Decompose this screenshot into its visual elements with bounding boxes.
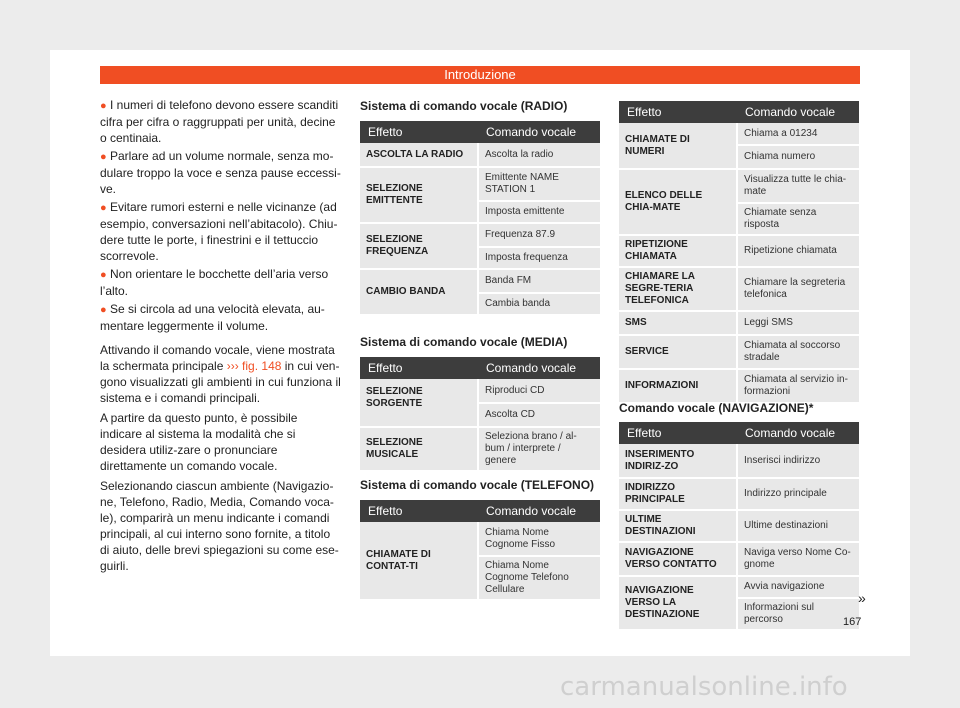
table-row: CAMBIO BANDA Banda FM xyxy=(360,269,600,293)
table-row: SELEZIONE FREQUENZA Frequenza 87.9 xyxy=(360,223,600,247)
bullet-item: ● Non orientare le bocchette dell’aria verso l’alto. xyxy=(100,267,329,298)
table-row: Imposta emittente xyxy=(360,201,600,223)
table-row: CHIAMATE DI CONTAT-TI Chiama Nome Cognome Fisso xyxy=(360,522,600,556)
table-row: Chiama numero xyxy=(619,145,859,169)
table-row: NAVIGAZIONE VERSO LA DESTINAZIONE Avvia navigazione xyxy=(619,576,859,598)
col-header-comando: Comando vocale xyxy=(737,422,859,444)
table-row: SMS Leggi SMS xyxy=(619,311,859,335)
col-header-effetto: Effetto xyxy=(360,121,478,143)
radio-title: Sistema di comando vocale (RADIO) xyxy=(360,99,568,113)
table-row: INSERIMENTO INDIRIZ-ZO Inserisci indirizzo xyxy=(619,444,859,478)
nav-table xyxy=(619,422,862,631)
table-row: CHIAMARE LA SEGRE-TERIA TELEFONICA Chiamare la segreteria telefonica xyxy=(619,267,859,311)
continue-arrow-icon: » xyxy=(858,590,866,606)
paragraph: Attivando il comando vocale, viene mostrata la schermata principale ››› fig. 148 in cui ven-gono visualizzati gli ambienti in cui funziona il sistema e i comandi principali. xyxy=(100,343,341,405)
table-row: Ascolta CD xyxy=(360,403,600,427)
telefono-title: Sistema di comando vocale (TELEFONO) xyxy=(360,478,595,492)
table-row: CHIAMATE DI NUMERI Chiama a 01234 xyxy=(619,123,859,145)
table-row: Imposta frequenza xyxy=(360,247,600,269)
telefono-table xyxy=(360,500,600,601)
col-header-comando: Comando vocale xyxy=(478,500,600,522)
table-row: ULTIME DESTINAZIONI Ultime destinazioni xyxy=(619,510,859,542)
col-header-comando: Comando vocale xyxy=(478,357,600,379)
table-row: Chiama Nome Cognome Telefono Cellulare xyxy=(360,556,600,600)
bullet-dot-icon: ● xyxy=(100,202,107,214)
figure-link[interactable]: ››› fig. 148 xyxy=(226,359,282,373)
table-row: Informazioni sul percorso xyxy=(619,598,859,630)
table-row: SELEZIONE SORGENTE Riproduci CD xyxy=(360,379,600,403)
bullet-item: ● Parlare ad un volume normale, senza mo-dulare troppo la voce e senza pause eccessi-ve. xyxy=(100,149,341,196)
radio-table xyxy=(360,121,600,316)
page-number: 167 xyxy=(843,616,862,628)
table-row: SELEZIONE EMITTENTE Emittente NAME STATION 1 xyxy=(360,167,600,201)
table-row: Chiamate senza risposta xyxy=(619,203,859,235)
paragraph: Selezionando ciascun ambiente (Navigazio-ne, Telefono, Radio, Media, Comando voca-le), comparirà un menu indicante i comandi principali, al cui interno sono fornite, a titolo di aiuto, delle brevi spiegazioni su come ese-guirli. xyxy=(100,479,339,573)
bullet-item: ● Se si circola ad una velocità elevata, au-mentare leggermente il volume. xyxy=(100,302,325,333)
table-row: INDIRIZZO PRINCIPALE Indirizzo principale xyxy=(619,478,859,510)
telefono-table-continued xyxy=(619,101,859,404)
table-row: ASCOLTA LA RADIO Ascolta la radio xyxy=(360,143,600,167)
col-header-comando: Comando vocale xyxy=(737,101,859,123)
page-header: Introduzione xyxy=(100,66,860,84)
table-row: SERVICE Chiamata al soccorso stradale xyxy=(619,335,859,369)
bullet-item: ● Evitare rumori esterni e nelle vicinanze (ad esempio, conversazioni nell’abitacolo). Chiu-dere tutte le porte, i finestrini e il tettuccio scorrevole. xyxy=(100,200,338,263)
bullet-dot-icon: ● xyxy=(100,269,107,281)
col-header-effetto: Effetto xyxy=(360,500,478,522)
col-header-effetto: Effetto xyxy=(360,357,478,379)
table-row: ELENCO DELLE CHIA-MATE Visualizza tutte le chia-mate xyxy=(619,169,859,203)
col-header-comando: Comando vocale xyxy=(478,121,600,143)
table-row: INFORMAZIONI Chiamata al servizio in-formazioni xyxy=(619,369,859,403)
bullet-dot-icon: ● xyxy=(100,304,107,316)
table-row: SELEZIONE MUSICALE Seleziona brano / al-bum / interprete / genere xyxy=(360,427,600,471)
watermark: carmanualsonline.info xyxy=(560,672,848,702)
table-row: NAVIGAZIONE VERSO CONTATTO Naviga verso Nome Co-gnome xyxy=(619,542,859,576)
bullet-dot-icon: ● xyxy=(100,151,107,163)
media-table xyxy=(360,357,600,472)
intro-column xyxy=(100,97,342,578)
media-title: Sistema di comando vocale (MEDIA) xyxy=(360,335,568,349)
nav-title: Comando vocale (NAVIGAZIONE)* xyxy=(619,401,814,415)
table-row: Cambia banda xyxy=(360,293,600,315)
table-row: RIPETIZIONE CHIAMATA Ripetizione chiamata xyxy=(619,235,859,267)
bullet-item: ● I numeri di telefono devono essere scanditi cifra per cifra o raggruppati per unità, decine o centinaia. xyxy=(100,98,339,145)
col-header-effetto: Effetto xyxy=(619,422,737,444)
paragraph: A partire da questo punto, è possibile indicare al sistema la modalità che si desidera utiliz-zare o pronunciare direttamente un comando vocale. xyxy=(100,411,298,473)
col-header-effetto: Effetto xyxy=(619,101,737,123)
bullet-dot-icon: ● xyxy=(100,100,107,112)
